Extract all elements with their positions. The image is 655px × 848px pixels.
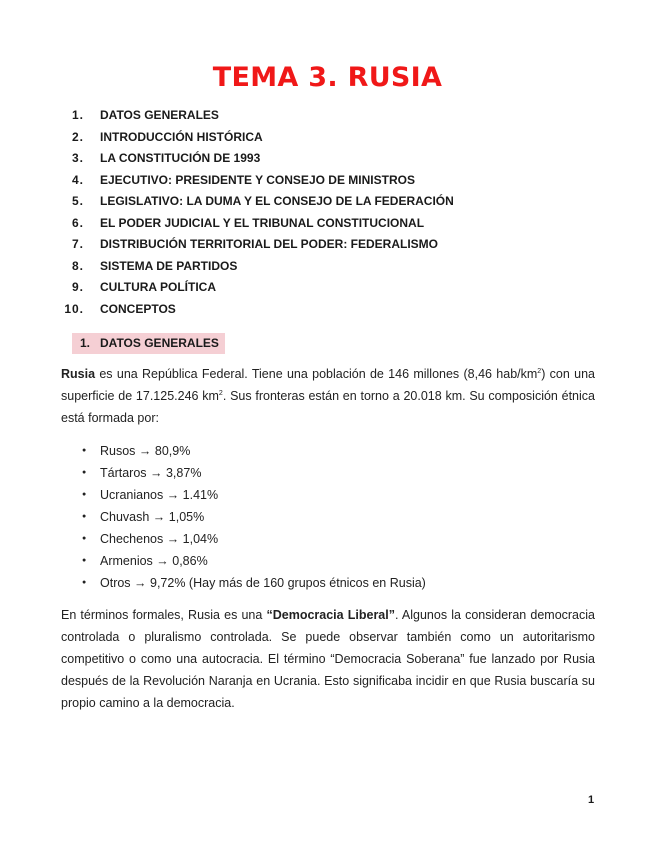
intro-sup-b: 2 bbox=[218, 389, 223, 397]
table-of-contents bbox=[0, 108, 655, 323]
toc-number: 2. bbox=[71, 129, 84, 144]
intro-text-c: . Sus fronteras están en torno a 20.018 km. Su composición étnica está formada por: bbox=[61, 389, 595, 425]
toc-label: CONCEPTOS bbox=[100, 301, 176, 316]
list-item: ● Chuvash → 1,05% bbox=[82, 506, 426, 528]
toc-number: 9. bbox=[71, 280, 84, 294]
toc-label: DATOS GENERALES bbox=[100, 108, 219, 122]
toc-label: LEGISLATIVO: LA DUMA Y EL CONSEJO DE LA FEDERACIÓN bbox=[100, 194, 454, 208]
page-number: 1 bbox=[588, 794, 595, 806]
intro-paragraph bbox=[61, 363, 595, 429]
toc-number: 1. bbox=[71, 108, 84, 122]
list-item: ● Armenios → 0,86% bbox=[82, 550, 426, 572]
toc-number: 4. bbox=[71, 172, 84, 187]
toc-number: 5. bbox=[71, 194, 84, 208]
toc-item bbox=[0, 280, 655, 302]
toc-item bbox=[0, 151, 655, 173]
toc-item bbox=[0, 216, 655, 238]
toc-number: 3. bbox=[71, 151, 84, 165]
toc-item bbox=[0, 194, 655, 216]
section-number: 1. bbox=[80, 336, 91, 350]
intro-text-b: ) con una superficie de 17.125.246 km bbox=[61, 367, 595, 403]
regime-text-a: En términos formales, Rusia es una bbox=[61, 608, 267, 622]
list-item: ● Chechenos → 1,04% bbox=[82, 528, 426, 550]
regime-bold-term: “Democracia Liberal” bbox=[266, 608, 395, 622]
list-item: ● Ucranianos → 1.41% bbox=[82, 484, 426, 506]
list-item: ● Otros → 9,72% (Hay más de 160 grupos étnicos en Rusia) bbox=[82, 572, 426, 594]
toc-number: 7. bbox=[71, 237, 84, 251]
ethnic-composition-list bbox=[82, 440, 426, 594]
toc-number: 6. bbox=[71, 215, 84, 230]
toc-item bbox=[0, 259, 655, 281]
toc-number: 8. bbox=[71, 258, 84, 273]
regime-text-b: . Algunos la consideran democracia controlada o pluralismo controlada. Se puede observar también como un autoritarismo competitivo o como una autocracia. El término “Democracia Soberana” fue lanzado por Rusia después de la Revolución Naranja en Ucrania. Esto significaba incidir en que Rusia buscaría su propio camino a la democracia. bbox=[61, 608, 595, 710]
toc-label: INTRODUCCIÓN HISTÓRICA bbox=[100, 129, 263, 144]
section-label: DATOS GENERALES bbox=[100, 336, 219, 350]
toc-label: EL PODER JUDICIAL Y EL TRIBUNAL CONSTITUCIONAL bbox=[100, 215, 425, 230]
toc-item bbox=[0, 130, 655, 152]
list-item: ● Tártaros → 3,87% bbox=[82, 462, 426, 484]
list-item: ● Rusos → 80,9% bbox=[82, 440, 426, 462]
toc-label: LA CONSTITUCIÓN DE 1993 bbox=[100, 151, 261, 165]
toc-label: CULTURA POLÍTICA bbox=[100, 280, 216, 294]
regime-paragraph bbox=[61, 604, 595, 714]
intro-bold-term: Rusia bbox=[61, 367, 96, 381]
toc-item bbox=[0, 173, 655, 195]
toc-label: DISTRIBUCIÓN TERRITORIAL DEL PODER: FEDERALISMO bbox=[100, 237, 439, 251]
intro-sup-a: 2 bbox=[537, 367, 542, 375]
toc-item bbox=[0, 302, 655, 324]
toc-label: EJECUTIVO: PRESIDENTE Y CONSEJO DE MINISTROS bbox=[100, 172, 415, 187]
section-heading bbox=[72, 333, 225, 354]
page-title: TEMA 3. RUSIA bbox=[212, 62, 443, 93]
toc-item bbox=[0, 237, 655, 259]
intro-text-a: es una República Federal. Tiene una población de 146 millones (8,46 hab/km bbox=[95, 367, 538, 381]
toc-label: SISTEMA DE PARTIDOS bbox=[100, 258, 238, 273]
toc-item bbox=[0, 108, 655, 130]
toc-number: 10. bbox=[64, 301, 84, 316]
